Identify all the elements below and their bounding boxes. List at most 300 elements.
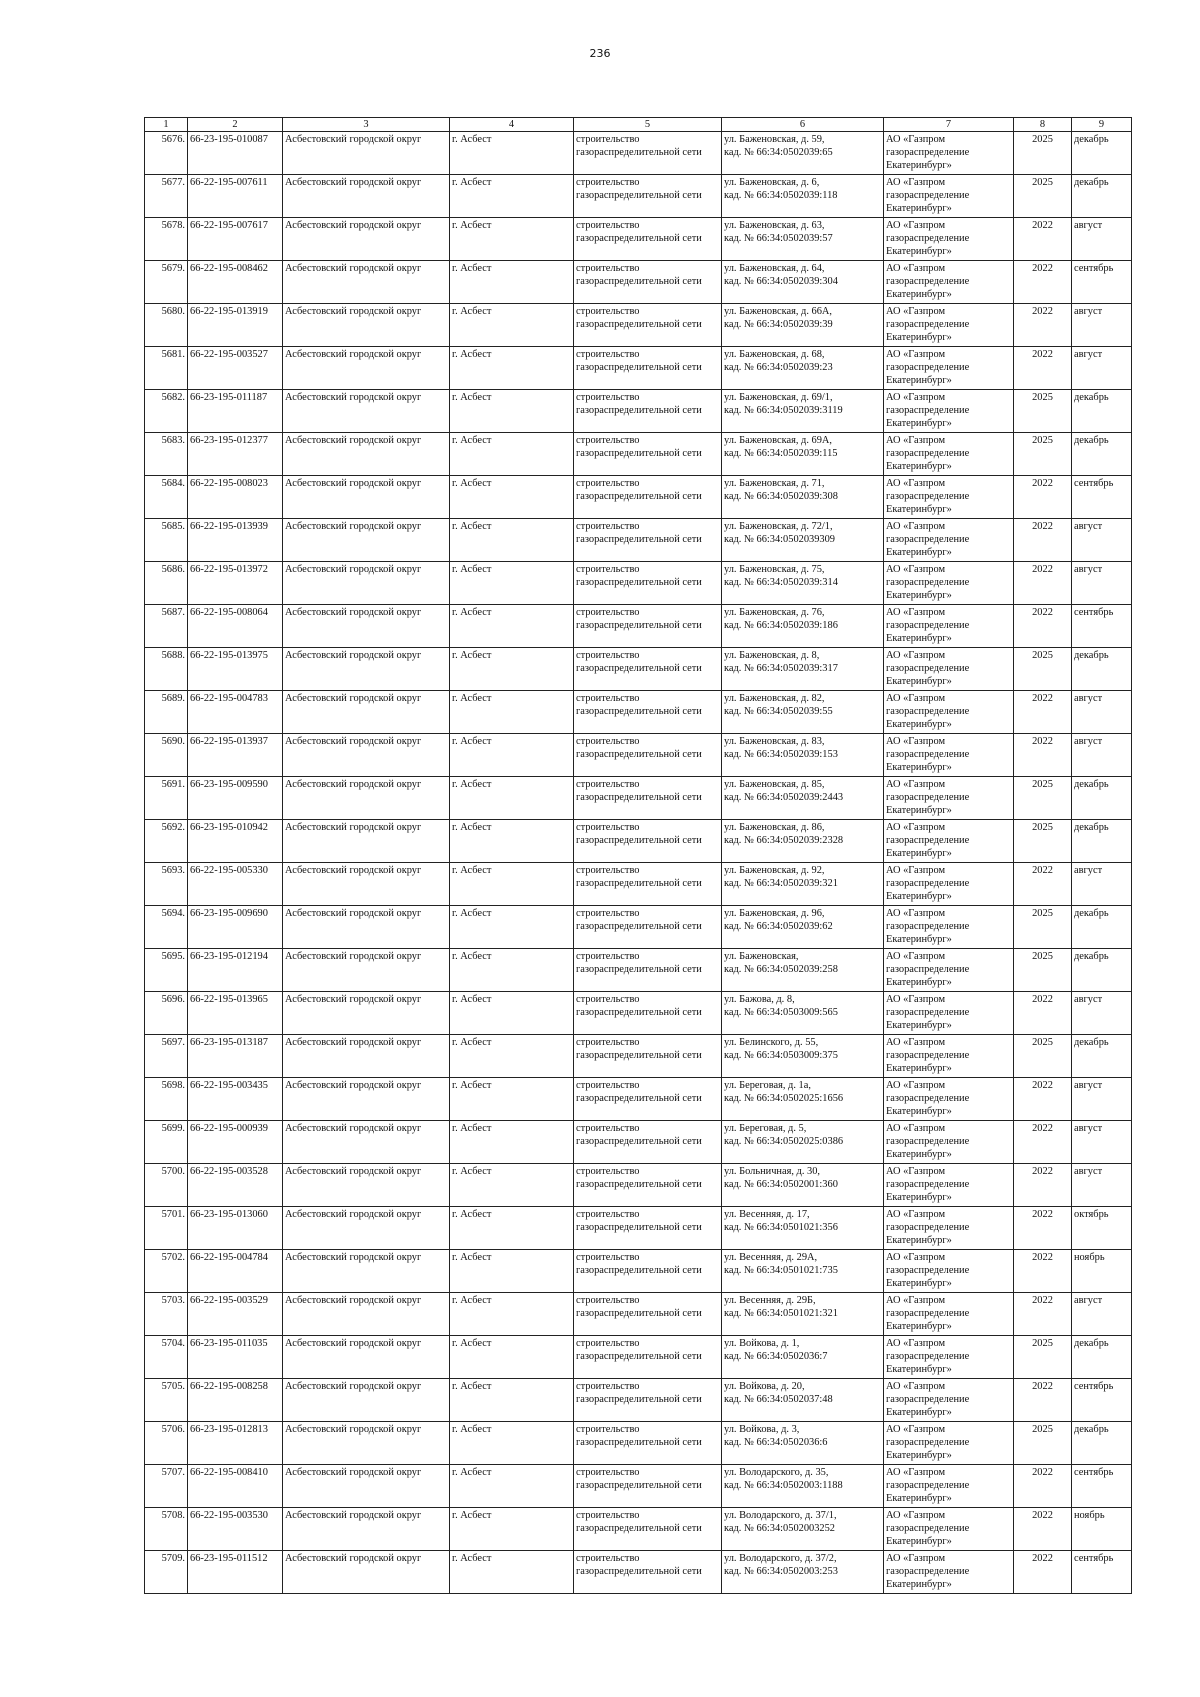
object-code-cell xyxy=(188,1551,283,1594)
row-number-cell xyxy=(145,1465,188,1508)
work-type-text: газораспределительной сети xyxy=(576,1050,702,1061)
object-code-text: 66-22-195-008064 xyxy=(190,607,268,618)
row-number-text: 5696. xyxy=(161,994,185,1005)
address-text: кад. № 66:34:0502039:153 xyxy=(724,749,838,760)
organization-text: АО «Газпром xyxy=(886,779,946,790)
work-type-text: газораспределительной сети xyxy=(576,233,702,244)
header-cell: 2 xyxy=(188,118,283,132)
month-text: ноябрь xyxy=(1074,1510,1105,1521)
month-cell xyxy=(1072,1465,1132,1508)
object-code-text: 66-22-195-007617 xyxy=(190,220,268,231)
month-text: август xyxy=(1074,1123,1103,1134)
row-number-cell xyxy=(145,476,188,519)
organization-cell xyxy=(884,1465,1014,1508)
locality-text: г. Асбест xyxy=(452,1080,492,1091)
object-code-cell xyxy=(188,1078,283,1121)
row-number-text: 5694. xyxy=(161,908,185,919)
object-code-text: 66-22-195-013919 xyxy=(190,306,268,317)
address-text: кад. № 66:34:0502039:317 xyxy=(724,663,838,674)
month-cell xyxy=(1072,218,1132,261)
work-type-cell xyxy=(574,691,722,734)
organization-cell xyxy=(884,1379,1014,1422)
district-cell xyxy=(283,218,450,261)
locality-text: г. Асбест xyxy=(452,1553,492,1564)
address-text: ул. Весенняя, д. 29Б, xyxy=(724,1295,816,1306)
object-code-cell xyxy=(188,390,283,433)
month-cell xyxy=(1072,1121,1132,1164)
register-body xyxy=(145,132,1132,1594)
organization-text: газораспределение xyxy=(886,921,970,932)
row-number-text: 5707. xyxy=(161,1467,185,1478)
organization-cell xyxy=(884,992,1014,1035)
address-cell xyxy=(722,734,884,777)
row-number-text: 5693. xyxy=(161,865,185,876)
object-code-text: 66-23-195-013187 xyxy=(190,1037,268,1048)
year-cell xyxy=(1014,1379,1072,1422)
month-text: декабрь xyxy=(1074,779,1109,790)
register-table xyxy=(144,117,1132,1594)
organization-text: АО «Газпром xyxy=(886,1467,946,1478)
work-type-cell xyxy=(574,906,722,949)
row-number-cell xyxy=(145,261,188,304)
organization-text: Екатеринбург» xyxy=(886,934,952,945)
month-cell xyxy=(1072,433,1132,476)
object-code-cell xyxy=(188,992,283,1035)
year-cell xyxy=(1014,1250,1072,1293)
work-type-text: газораспределительной сети xyxy=(576,534,702,545)
organization-cell xyxy=(884,1250,1014,1293)
work-type-text: строительство xyxy=(576,908,640,919)
organization-text: АО «Газпром xyxy=(886,1338,946,1349)
object-code-cell xyxy=(188,433,283,476)
work-type-text: газораспределительной сети xyxy=(576,1351,702,1362)
address-text: кад. № 66:34:0502001:360 xyxy=(724,1179,838,1190)
address-text: кад. № 66:34:0502037:48 xyxy=(724,1394,833,1405)
organization-cell xyxy=(884,1207,1014,1250)
locality-text: г. Асбест xyxy=(452,779,492,790)
row-number-cell xyxy=(145,1207,188,1250)
address-cell xyxy=(722,1508,884,1551)
address-cell xyxy=(722,820,884,863)
table-row xyxy=(145,304,1132,347)
organization-text: газораспределение xyxy=(886,1566,970,1577)
district-cell xyxy=(283,949,450,992)
district-text: Асбестовский городской округ xyxy=(285,478,422,489)
locality-cell xyxy=(450,1121,574,1164)
table-row xyxy=(145,1465,1132,1508)
month-text: август xyxy=(1074,521,1103,532)
work-type-text: газораспределительной сети xyxy=(576,491,702,502)
year-text: 2025 xyxy=(1032,650,1053,661)
organization-text: Екатеринбург» xyxy=(886,375,952,386)
work-type-cell xyxy=(574,476,722,519)
organization-cell xyxy=(884,906,1014,949)
object-code-text: 66-22-195-003528 xyxy=(190,1166,268,1177)
work-type-text: газораспределительной сети xyxy=(576,835,702,846)
object-code-cell xyxy=(188,906,283,949)
organization-cell xyxy=(884,562,1014,605)
work-type-text: строительство xyxy=(576,1338,640,1349)
locality-cell xyxy=(450,820,574,863)
year-cell xyxy=(1014,218,1072,261)
work-type-cell xyxy=(574,1336,722,1379)
row-number-text: 5686. xyxy=(161,564,185,575)
row-number-text: 5701. xyxy=(161,1209,185,1220)
work-type-text: строительство xyxy=(576,521,640,532)
year-text: 2022 xyxy=(1032,1166,1053,1177)
object-code-cell xyxy=(188,562,283,605)
organization-text: газораспределение xyxy=(886,362,970,373)
year-cell xyxy=(1014,132,1072,175)
year-text: 2022 xyxy=(1032,478,1053,489)
organization-text: АО «Газпром xyxy=(886,392,946,403)
work-type-text: строительство xyxy=(576,1424,640,1435)
locality-cell xyxy=(450,1465,574,1508)
row-number-text: 5680. xyxy=(161,306,185,317)
month-cell xyxy=(1072,1250,1132,1293)
address-cell xyxy=(722,1164,884,1207)
month-cell xyxy=(1072,304,1132,347)
locality-text: г. Асбест xyxy=(452,1424,492,1435)
year-cell xyxy=(1014,648,1072,691)
month-cell xyxy=(1072,1293,1132,1336)
organization-text: газораспределение xyxy=(886,1308,970,1319)
row-number-text: 5682. xyxy=(161,392,185,403)
table-row xyxy=(145,261,1132,304)
table-row xyxy=(145,1379,1132,1422)
object-code-text: 66-22-195-013937 xyxy=(190,736,268,747)
address-text: ул. Береговая, д. 1а, xyxy=(724,1080,811,1091)
address-text: кад. № 66:34:0502039:39 xyxy=(724,319,833,330)
organization-cell xyxy=(884,390,1014,433)
district-text: Асбестовский городской округ xyxy=(285,1080,422,1091)
address-text: ул. Баженовская, д. 82, xyxy=(724,693,825,704)
address-text: кад. № 66:34:0502039:308 xyxy=(724,491,838,502)
month-text: август xyxy=(1074,994,1103,1005)
locality-text: г. Асбест xyxy=(452,349,492,360)
work-type-text: строительство xyxy=(576,865,640,876)
organization-text: АО «Газпром xyxy=(886,1381,946,1392)
district-cell xyxy=(283,1551,450,1594)
year-cell xyxy=(1014,777,1072,820)
row-number-cell xyxy=(145,906,188,949)
district-text: Асбестовский городской округ xyxy=(285,1338,422,1349)
header-cell: 8 xyxy=(1014,118,1072,132)
locality-text: г. Асбест xyxy=(452,951,492,962)
year-cell xyxy=(1014,906,1072,949)
work-type-text: газораспределительной сети xyxy=(576,878,702,889)
organization-cell xyxy=(884,175,1014,218)
district-text: Асбестовский городской округ xyxy=(285,1252,422,1263)
address-text: ул. Баженовская, д. 64, xyxy=(724,263,825,274)
locality-text: г. Асбест xyxy=(452,435,492,446)
address-cell xyxy=(722,1379,884,1422)
object-code-text: 66-22-195-003529 xyxy=(190,1295,268,1306)
district-cell xyxy=(283,1422,450,1465)
district-text: Асбестовский городской округ xyxy=(285,693,422,704)
year-cell xyxy=(1014,1422,1072,1465)
organization-text: АО «Газпром xyxy=(886,435,946,446)
row-number-text: 5681. xyxy=(161,349,185,360)
table-row xyxy=(145,691,1132,734)
locality-cell xyxy=(450,992,574,1035)
district-text: Асбестовский городской округ xyxy=(285,736,422,747)
address-text: кад. № 66:34:0502039:304 xyxy=(724,276,838,287)
work-type-text: строительство xyxy=(576,994,640,1005)
address-text: кад. № 66:34:0502039:186 xyxy=(724,620,838,631)
organization-text: АО «Газпром xyxy=(886,1037,946,1048)
locality-cell xyxy=(450,1035,574,1078)
row-number-text: 5706. xyxy=(161,1424,185,1435)
month-text: декабрь xyxy=(1074,177,1109,188)
organization-cell xyxy=(884,820,1014,863)
organization-text: газораспределение xyxy=(886,749,970,760)
table-row xyxy=(145,863,1132,906)
locality-text: г. Асбест xyxy=(452,1467,492,1478)
address-text: ул. Баженовская, д. 85, xyxy=(724,779,825,790)
year-text: 2022 xyxy=(1032,865,1053,876)
month-cell xyxy=(1072,1379,1132,1422)
organization-text: Екатеринбург» xyxy=(886,461,952,472)
work-type-cell xyxy=(574,1293,722,1336)
month-cell xyxy=(1072,132,1132,175)
month-cell xyxy=(1072,605,1132,648)
month-text: август xyxy=(1074,1295,1103,1306)
work-type-text: строительство xyxy=(576,392,640,403)
address-cell xyxy=(722,1250,884,1293)
table-row xyxy=(145,1035,1132,1078)
locality-cell xyxy=(450,949,574,992)
address-text: ул. Володарского, д. 35, xyxy=(724,1467,829,1478)
header-cell: 7 xyxy=(884,118,1014,132)
organization-cell xyxy=(884,863,1014,906)
object-code-text: 66-22-195-013965 xyxy=(190,994,268,1005)
address-cell xyxy=(722,390,884,433)
row-number-text: 5705. xyxy=(161,1381,185,1392)
locality-cell xyxy=(450,1422,574,1465)
work-type-cell xyxy=(574,820,722,863)
organization-text: газораспределение xyxy=(886,1093,970,1104)
work-type-cell xyxy=(574,605,722,648)
organization-text: Екатеринбург» xyxy=(886,1149,952,1160)
month-text: август xyxy=(1074,349,1103,360)
district-text: Асбестовский городской округ xyxy=(285,1123,422,1134)
month-cell xyxy=(1072,261,1132,304)
district-cell xyxy=(283,992,450,1035)
work-type-cell xyxy=(574,1078,722,1121)
organization-text: газораспределение xyxy=(886,1222,970,1233)
district-cell xyxy=(283,1164,450,1207)
organization-cell xyxy=(884,1336,1014,1379)
address-text: кад. № 66:34:0502039:321 xyxy=(724,878,838,889)
address-cell xyxy=(722,1465,884,1508)
organization-text: АО «Газпром xyxy=(886,736,946,747)
row-number-cell xyxy=(145,347,188,390)
header-cell: 3 xyxy=(283,118,450,132)
address-cell xyxy=(722,863,884,906)
organization-text: АО «Газпром xyxy=(886,478,946,489)
month-text: август xyxy=(1074,564,1103,575)
month-cell xyxy=(1072,1508,1132,1551)
work-type-text: газораспределительной сети xyxy=(576,1265,702,1276)
organization-text: газораспределение xyxy=(886,190,970,201)
organization-text: АО «Газпром xyxy=(886,951,946,962)
organization-text: Екатеринбург» xyxy=(886,1192,952,1203)
locality-text: г. Асбест xyxy=(452,908,492,919)
locality-cell xyxy=(450,1508,574,1551)
object-code-text: 66-22-195-004784 xyxy=(190,1252,268,1263)
address-cell xyxy=(722,562,884,605)
month-text: август xyxy=(1074,865,1103,876)
locality-cell xyxy=(450,734,574,777)
organization-cell xyxy=(884,734,1014,777)
month-text: август xyxy=(1074,693,1103,704)
locality-text: г. Асбест xyxy=(452,1252,492,1263)
organization-text: газораспределение xyxy=(886,620,970,631)
row-number-text: 5703. xyxy=(161,1295,185,1306)
row-number-text: 5708. xyxy=(161,1510,185,1521)
work-type-text: газораспределительной сети xyxy=(576,1007,702,1018)
district-cell xyxy=(283,1293,450,1336)
organization-cell xyxy=(884,1035,1014,1078)
district-cell xyxy=(283,906,450,949)
organization-cell xyxy=(884,261,1014,304)
locality-cell xyxy=(450,175,574,218)
object-code-text: 66-22-195-008410 xyxy=(190,1467,268,1478)
locality-text: г. Асбест xyxy=(452,607,492,618)
year-cell xyxy=(1014,347,1072,390)
table-row xyxy=(145,347,1132,390)
month-cell xyxy=(1072,949,1132,992)
work-type-cell xyxy=(574,992,722,1035)
address-cell xyxy=(722,1207,884,1250)
month-cell xyxy=(1072,562,1132,605)
month-cell xyxy=(1072,1164,1132,1207)
year-cell xyxy=(1014,820,1072,863)
year-cell xyxy=(1014,562,1072,605)
organization-text: Екатеринбург» xyxy=(886,1020,952,1031)
address-text: ул. Бажова, д. 8, xyxy=(724,994,795,1005)
row-number-text: 5690. xyxy=(161,736,185,747)
organization-text: Екатеринбург» xyxy=(886,1536,952,1547)
work-type-text: газораспределительной сети xyxy=(576,147,702,158)
address-cell xyxy=(722,261,884,304)
organization-text: Екатеринбург» xyxy=(886,160,952,171)
table-row xyxy=(145,605,1132,648)
month-cell xyxy=(1072,777,1132,820)
work-type-text: газораспределительной сети xyxy=(576,663,702,674)
organization-text: АО «Газпром xyxy=(886,693,946,704)
organization-text: газораспределение xyxy=(886,1351,970,1362)
address-text: ул. Белинского, д. 55, xyxy=(724,1037,819,1048)
address-text: кад. № 66:34:0502039:258 xyxy=(724,964,838,975)
locality-cell xyxy=(450,1164,574,1207)
district-cell xyxy=(283,1250,450,1293)
year-text: 2022 xyxy=(1032,220,1053,231)
object-code-text: 66-23-195-009690 xyxy=(190,908,268,919)
object-code-text: 66-22-195-007611 xyxy=(190,177,268,188)
year-cell xyxy=(1014,304,1072,347)
district-text: Асбестовский городской округ xyxy=(285,822,422,833)
object-code-text: 66-23-195-012813 xyxy=(190,1424,268,1435)
address-text: ул. Баженовская, д. 76, xyxy=(724,607,825,618)
district-cell xyxy=(283,175,450,218)
district-cell xyxy=(283,777,450,820)
organization-text: АО «Газпром xyxy=(886,908,946,919)
object-code-cell xyxy=(188,304,283,347)
row-number-cell xyxy=(145,1422,188,1465)
table-row xyxy=(145,519,1132,562)
year-text: 2025 xyxy=(1032,134,1053,145)
organization-text: газораспределение xyxy=(886,1050,970,1061)
address-cell xyxy=(722,1422,884,1465)
district-cell xyxy=(283,734,450,777)
organization-cell xyxy=(884,777,1014,820)
organization-text: АО «Газпром xyxy=(886,1424,946,1435)
year-cell xyxy=(1014,1121,1072,1164)
organization-text: газораспределение xyxy=(886,1394,970,1405)
work-type-cell xyxy=(574,734,722,777)
year-cell xyxy=(1014,992,1072,1035)
year-cell xyxy=(1014,949,1072,992)
organization-cell xyxy=(884,1551,1014,1594)
organization-text: АО «Газпром xyxy=(886,1209,946,1220)
organization-cell xyxy=(884,1078,1014,1121)
address-text: ул. Больничная, д. 30, xyxy=(724,1166,821,1177)
work-type-text: строительство xyxy=(576,693,640,704)
row-number-text: 5698. xyxy=(161,1080,185,1091)
organization-text: Екатеринбург» xyxy=(886,805,952,816)
month-text: сентябрь xyxy=(1074,1467,1114,1478)
organization-text: Екатеринбург» xyxy=(886,1364,952,1375)
locality-cell xyxy=(450,218,574,261)
work-type-text: строительство xyxy=(576,736,640,747)
object-code-cell xyxy=(188,175,283,218)
district-cell xyxy=(283,1078,450,1121)
address-cell xyxy=(722,992,884,1035)
month-text: декабрь xyxy=(1074,1338,1109,1349)
organization-text: АО «Газпром xyxy=(886,994,946,1005)
object-code-cell xyxy=(188,605,283,648)
address-cell xyxy=(722,691,884,734)
district-text: Асбестовский городской округ xyxy=(285,1037,422,1048)
work-type-text: строительство xyxy=(576,263,640,274)
work-type-cell xyxy=(574,347,722,390)
work-type-text: газораспределительной сети xyxy=(576,1437,702,1448)
year-text: 2022 xyxy=(1032,607,1053,618)
locality-cell xyxy=(450,304,574,347)
organization-text: Екатеринбург» xyxy=(886,1063,952,1074)
work-type-cell xyxy=(574,1379,722,1422)
work-type-cell xyxy=(574,648,722,691)
organization-text: АО «Газпром xyxy=(886,1553,946,1564)
month-cell xyxy=(1072,992,1132,1035)
row-number-cell xyxy=(145,1164,188,1207)
work-type-cell xyxy=(574,1551,722,1594)
work-type-text: газораспределительной сети xyxy=(576,448,702,459)
month-text: декабрь xyxy=(1074,822,1109,833)
district-text: Асбестовский городской округ xyxy=(285,779,422,790)
work-type-text: газораспределительной сети xyxy=(576,1566,702,1577)
year-text: 2022 xyxy=(1032,736,1053,747)
work-type-text: газораспределительной сети xyxy=(576,1394,702,1405)
table-row xyxy=(145,1164,1132,1207)
month-text: декабрь xyxy=(1074,951,1109,962)
district-cell xyxy=(283,605,450,648)
object-code-text: 66-22-195-008258 xyxy=(190,1381,268,1392)
locality-text: г. Асбест xyxy=(452,134,492,145)
district-cell xyxy=(283,863,450,906)
